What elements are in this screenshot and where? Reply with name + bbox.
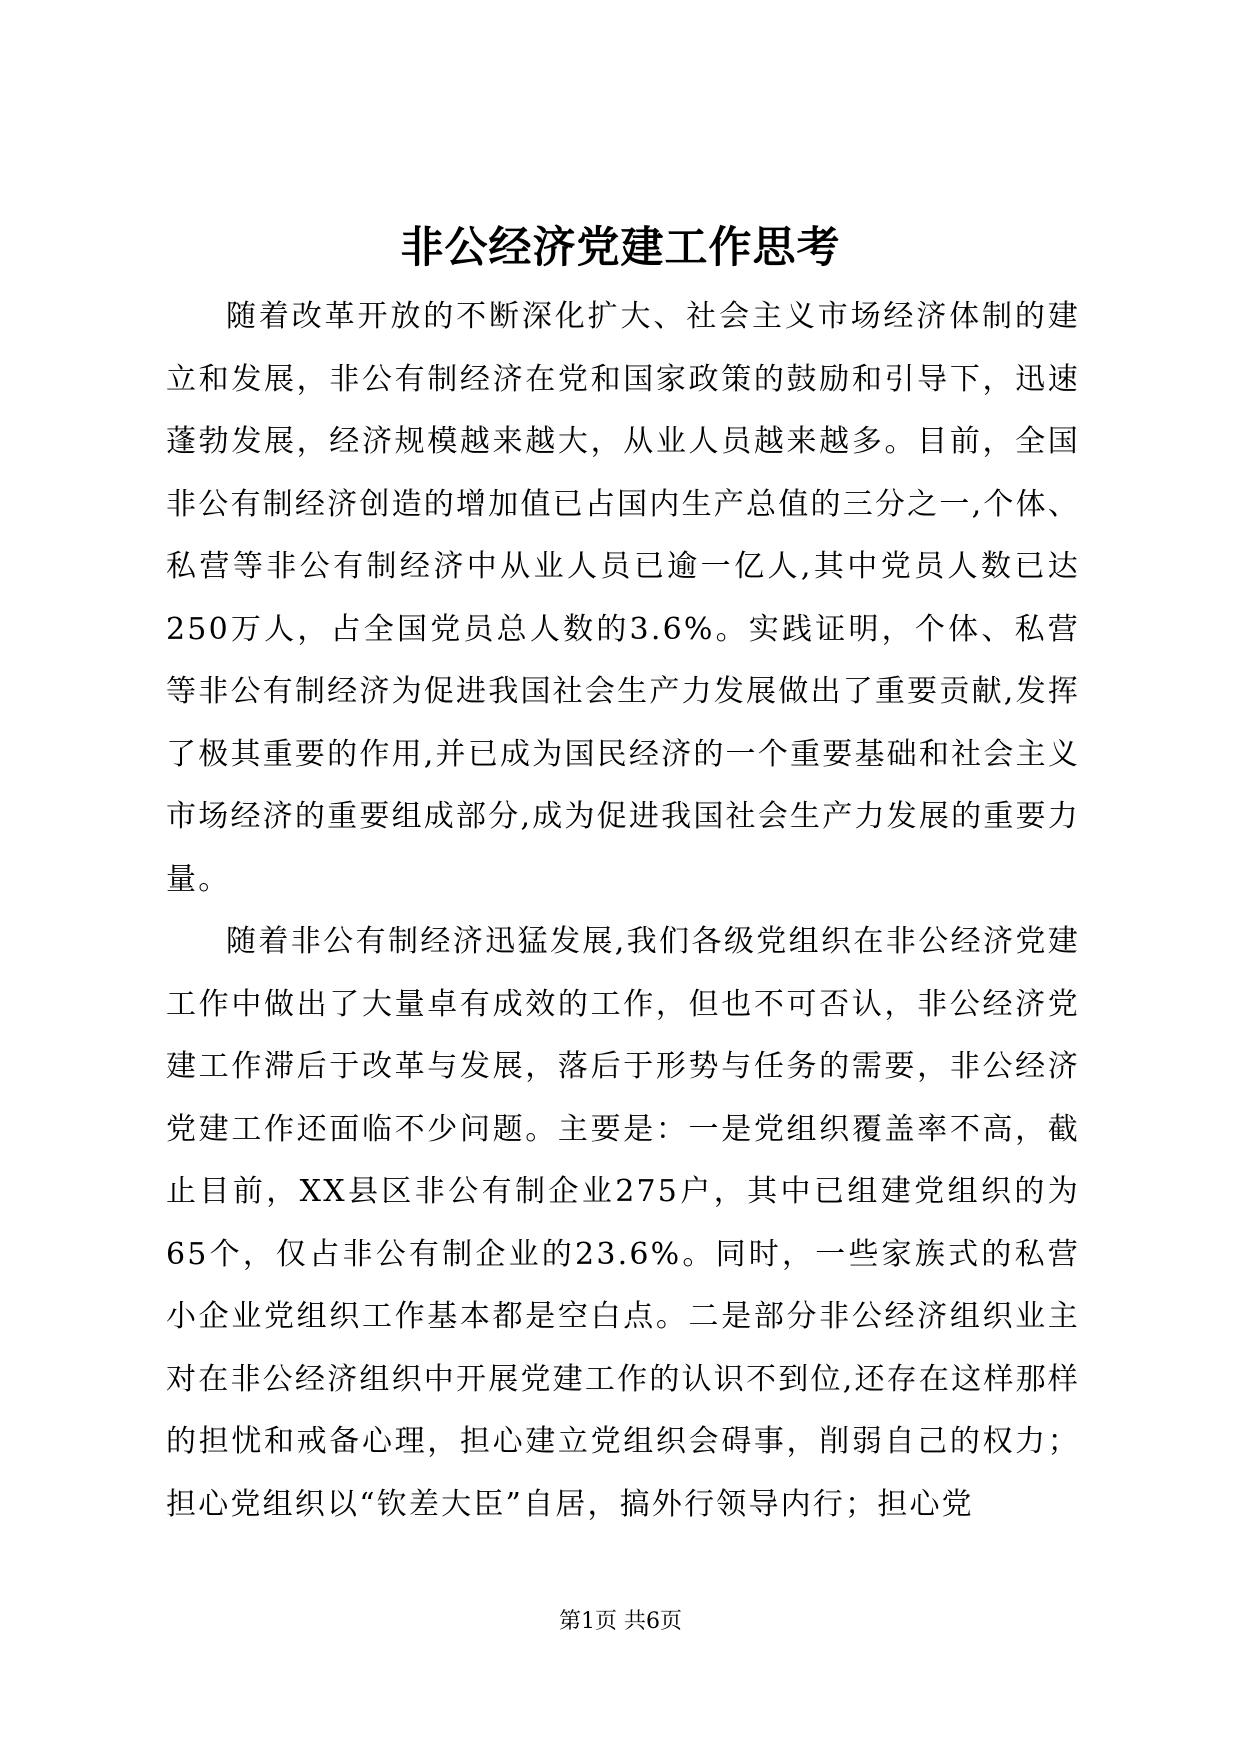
paragraph-2: 随着非公有制经济迅猛发展,我们各级党组织在非公经济党建工作中做出了大量卓有成效的工作，但也不可否认，非公经济党建工作滞后于改革与发展，落后于形势与任务的需要，非公经济党建工作还面临不少问题。主要是：一是党组织覆盖率不高，截止目前，XX县区非公有制企业275户，其中已组建党组织的为65个，仅占非公有制企业的23.6%。同时，一些家族式的私营小企业党组织工作基本都是空白点。二是部分非公经济组织业主对在非公经济组织中开展党建工作的认识不到位,还存在这样那样的担忧和戒备心理，担心建立党组织会碍事，削弱自己的权力；担心党组织以“钦差大臣”自居，搞外行领导内行；担心党: [166, 924, 1080, 1522]
document-title: 非公经济党建工作思考: [400, 223, 841, 273]
paragraph-1: 随着改革开放的不断深化扩大、社会主义市场经济体制的建立和发展，非公有制经济在党和国家政策的鼓励和引导下，迅速蓬勃发展，经济规模越来越大，从业人员越来越多。目前，全国非公有制经济创造的增加值已占国内生产总值的三分之一,个体、私营等非公有制经济中从业人员已逾一亿人,其中党员人数已达250万人，占全国党员总人数的3.6%。实践证明，个体、私营等非公有制经济为促进我国社会生产力发展做出了重要贡献,发挥了极其重要的作用,并已成为国民经济的一个重要基础和社会主义市场经济的重要组成部分,成为促进我国社会生产力发展的重要力量。: [166, 299, 1080, 897]
document-body: [166, 286, 1080, 1536]
page-number-footer: 第1页 共6页: [559, 1609, 682, 1634]
